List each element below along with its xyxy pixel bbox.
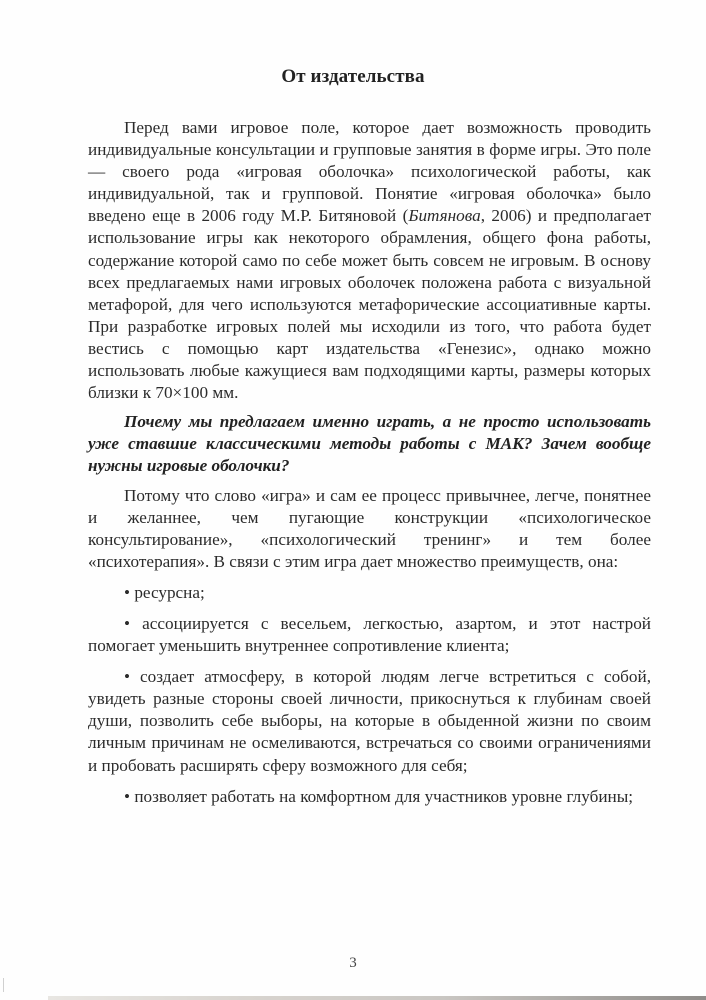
bullet-item: • ресурсна; <box>124 582 205 602</box>
intro-text-before-citation: Перед вами игровое поле, которое дает возможность проводить индивидуальные консультации и групповые занятия в форме игры. Это поле — своего рода «игровая оболочка» психологической работы, как индивидуальной, так и групповой. Понятие «игровая оболочка» было введено еще в 2006 году М.Р. Битяновой ( <box>88 118 651 226</box>
text-column <box>88 117 651 808</box>
answer-paragraph: Потому что слово «игра» и сам ее процесс привычнее, легче, понятнее и желаннее, чем пугающие конструкции «психологическое консультирование», «психологический тренинг» и тем более «психотерапия». В связи с этим игра дает множество преимуществ, она: <box>88 485 651 571</box>
page-number: 3 <box>349 955 357 971</box>
page-title: От издательства <box>281 66 425 87</box>
bullet-item: • создает атмосферу, в которой людям легче встретиться с собой, увидеть разные стороны своей личности, прикоснуться к глубинам своей души, позволить себе выборы, на которые в обыденной жизни по своим личным причинам не осмеливаются, встречаться со своими ограничениями и пробовать расширять сферу возможного для себя; <box>88 667 651 775</box>
bullet-item: • позволяет работать на комфортном для участников уровне глубины; <box>124 786 634 806</box>
citation-author: Битянова <box>408 206 481 226</box>
bullet-item: • ассоциируется с весельем, легкостью, азартом, и этот настрой помогает уменьшить внутреннее сопротивление клиента; <box>88 613 651 656</box>
intro-text-after-citation: , 2006) и предполагает использование игры как некоторого обрамления, общего фона работы, содержание которой само по себе может быть совсем не игровым. В основу всех предлагаемых нами игровых оболочек положена работа с визуальной метафорой, для чего используются метафорические ассоциативные карты. При разработке игровых полей мы исходили из того, что работа будет вестись с помощью карт издательства «Генезис», однако можно использовать любые кажущиеся вам подходящими карты, размеры которых близки к 70×100 мм. <box>88 206 652 403</box>
scan-edge-shadow <box>48 996 706 1000</box>
question-paragraph: Почему мы предлагаем именно играть, а не просто использовать уже ставшие классическими методы работы с МАК? Зачем вообще нужны игровые оболочки? <box>88 412 651 476</box>
scan-artifact-mark <box>3 978 4 992</box>
intro-paragraph <box>88 117 651 404</box>
